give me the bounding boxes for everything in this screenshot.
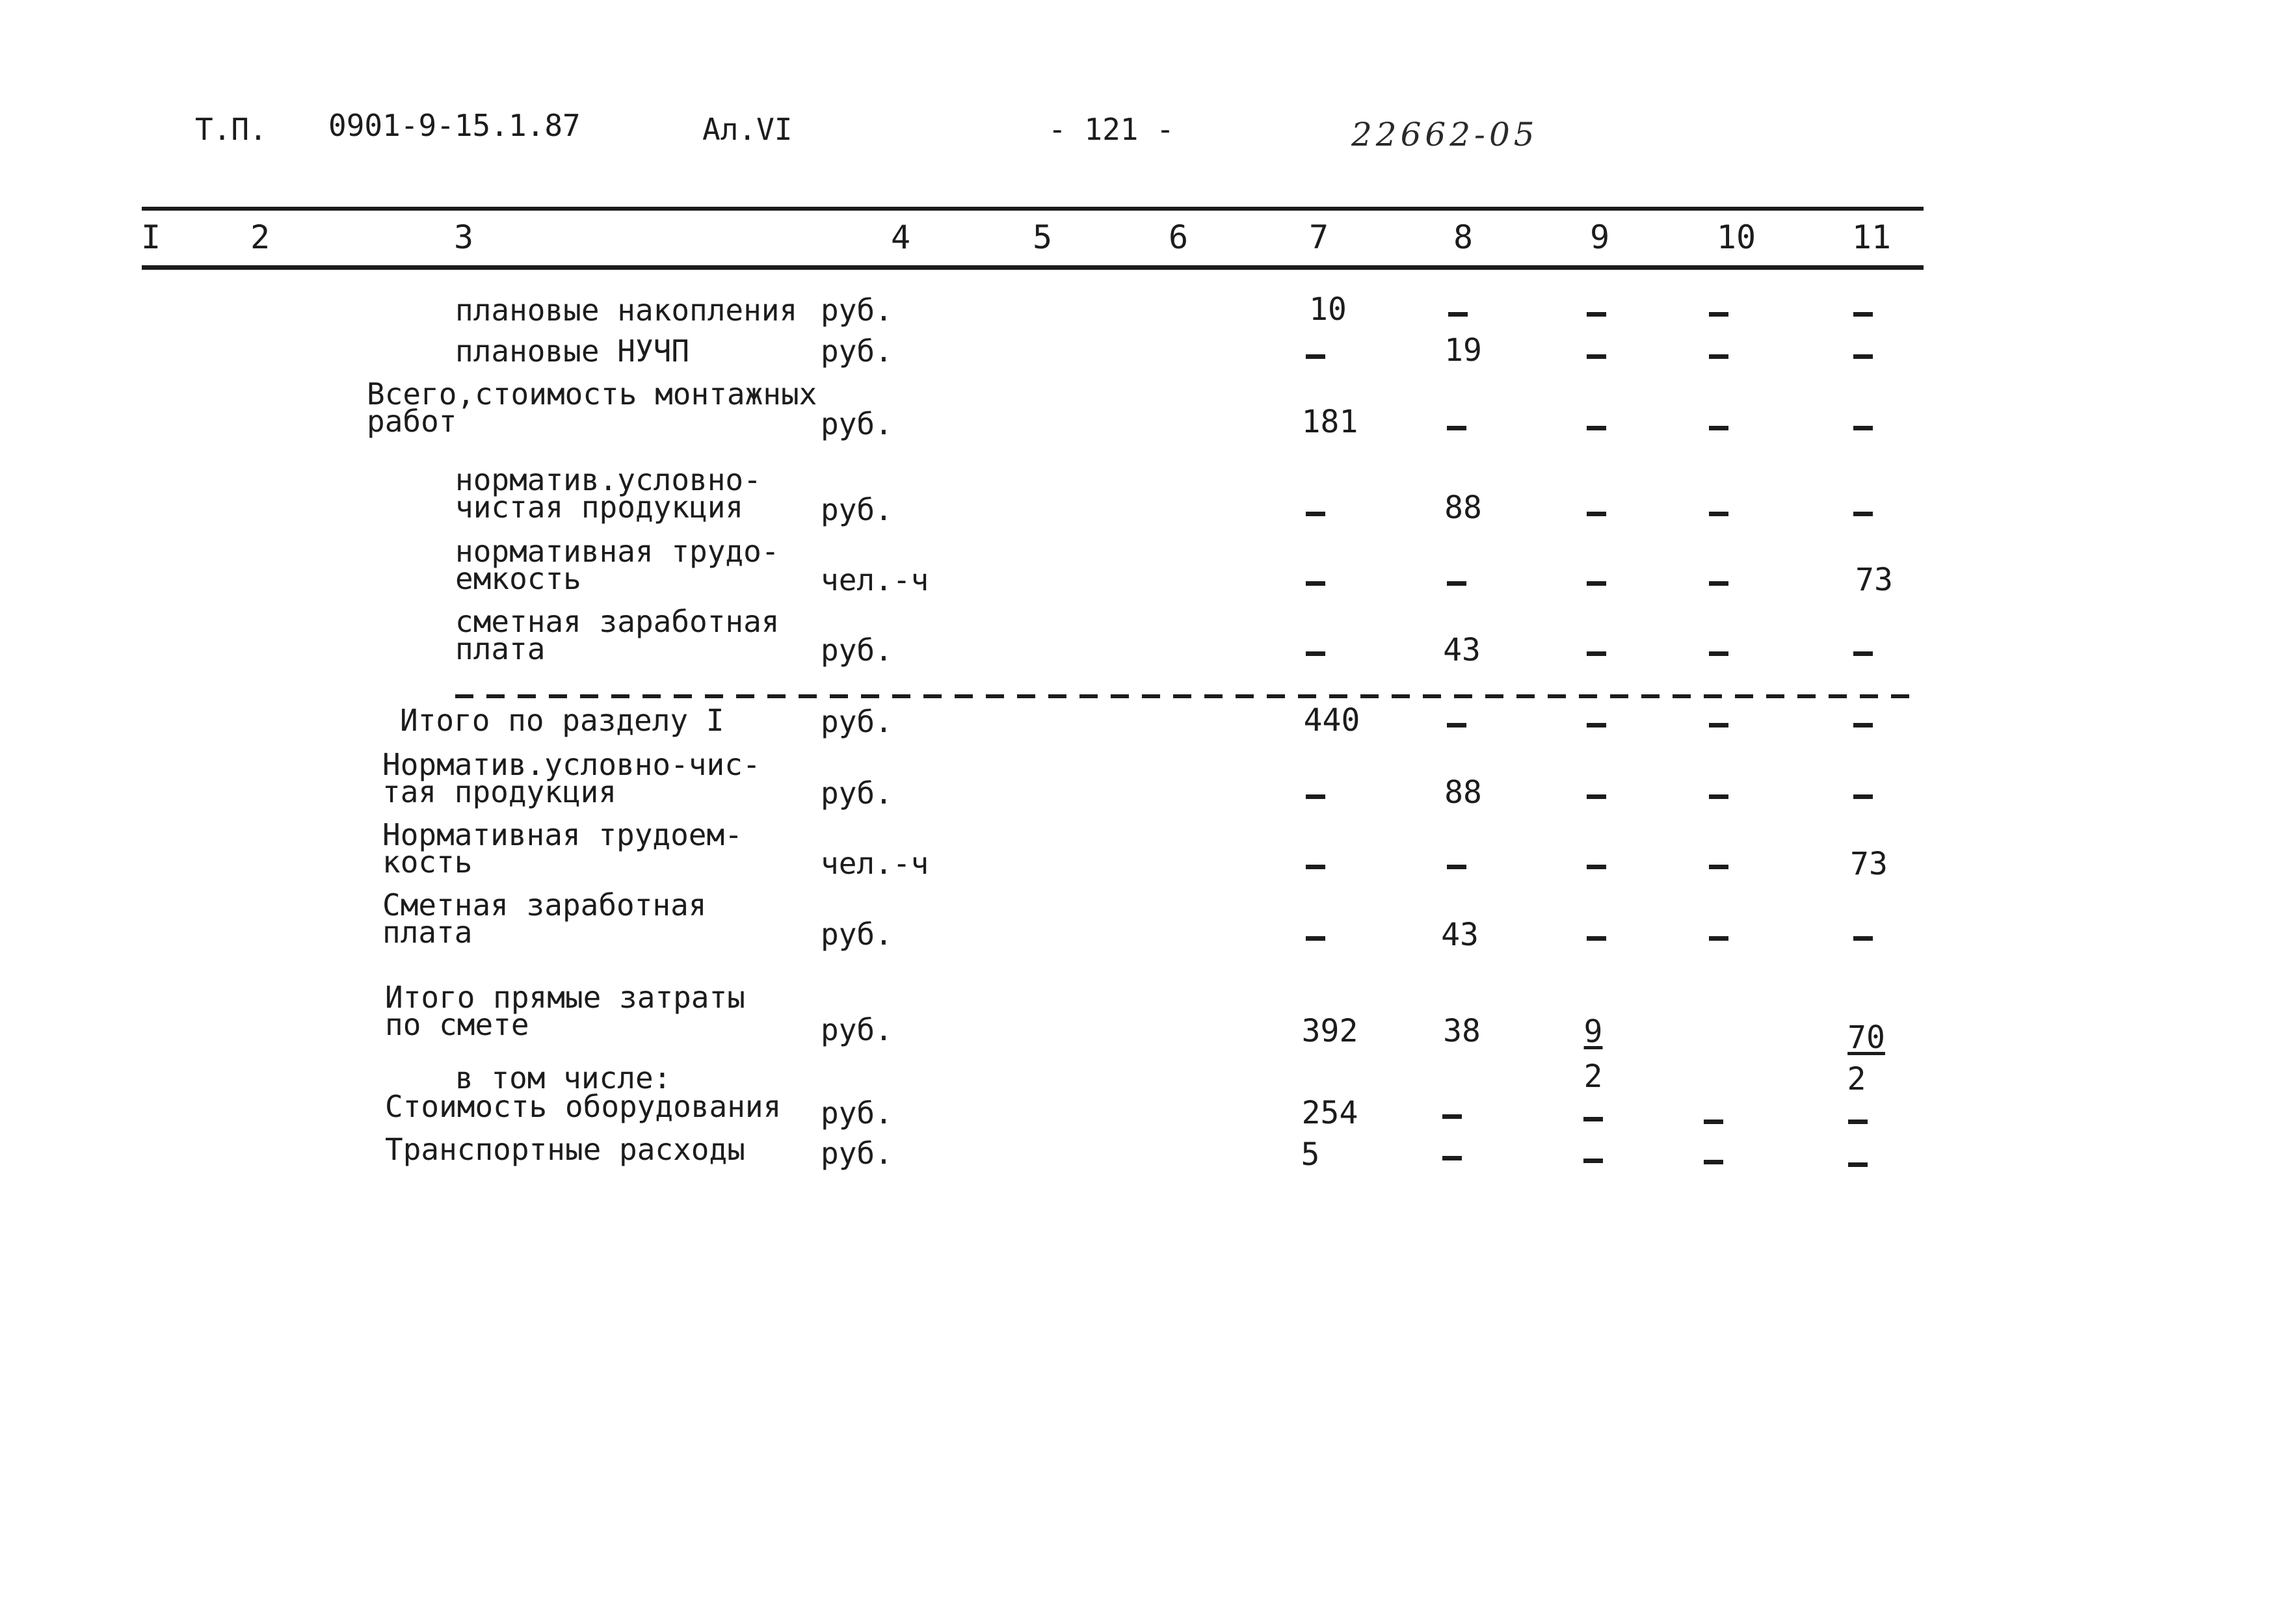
row-label: чистая продукция [455,490,744,525]
cell-col9-dash [1587,865,1606,869]
cell-col9-sub: 2 [1583,1058,1603,1095]
cell-col9-dash [1587,723,1606,727]
cell-col10-dash [1704,1160,1723,1164]
column-number: 8 [1453,218,1474,256]
row-label: норматив.условно- [455,462,761,497]
column-number: 5 [1032,218,1053,256]
cell-col10-dash [1709,651,1728,656]
cell-col11: 73 [1855,562,1893,598]
column-number: 10 [1716,218,1756,256]
cell-col11-dash [1848,1162,1868,1167]
cell-col7: 254 [1301,1095,1358,1131]
row-unit: руб. [821,334,893,369]
row-label: кость [382,845,473,880]
cell-col10-dash [1704,1120,1723,1124]
row-unit: руб. [821,492,893,527]
cell-col7-dash [1306,581,1325,586]
cell-col9-dash [1587,354,1606,359]
cell-col9-dash [1587,794,1606,799]
cell-col10-dash [1709,354,1728,359]
row-label: тая продукция [382,774,617,809]
cell-col10-dash [1709,312,1728,317]
row-unit: руб. [821,704,893,739]
cell-col7-dash [1306,651,1325,656]
cell-col7: 392 [1301,1013,1358,1049]
cell-col11: 73 [1850,846,1888,882]
row-label: Стоимость оборудования [385,1089,782,1124]
row-label: в том числе: [455,1060,672,1095]
row-unit: руб. [821,917,893,952]
cell-col8: 38 [1443,1013,1481,1049]
row-label: работ [367,404,457,439]
cell-col11-dash [1853,723,1873,727]
cell-col7-dash [1306,865,1325,869]
cell-col8-dash [1447,865,1466,869]
column-number: 3 [453,218,474,256]
cell-col9-dash [1587,426,1606,430]
column-number: 6 [1168,218,1189,256]
cell-col9: 9 [1583,1014,1603,1050]
section-separator [455,694,1918,698]
row-label: емкость [455,561,581,596]
cell-col11-dash [1853,651,1873,656]
cell-col8: 19 [1444,332,1482,369]
cell-col10-dash [1709,794,1728,799]
cell-col9-dash [1587,581,1606,586]
row-unit: чел.-ч [821,562,929,597]
cell-col8-dash [1447,426,1466,430]
column-number: 4 [890,218,911,256]
row-unit: руб. [821,633,893,668]
cell-col10-dash [1709,581,1728,586]
cell-col9-dash [1583,1159,1603,1163]
cell-col9-dash [1587,312,1606,317]
cell-col11-dash [1853,354,1873,359]
row-label: плановые НУЧП [455,334,690,369]
cell-col7: 181 [1301,404,1358,440]
table-top-rule [142,207,1924,211]
cell-col10-dash [1709,723,1728,727]
row-label: по смете [385,1007,529,1042]
cell-col10-dash [1709,426,1728,430]
cell-col7: 5 [1301,1136,1320,1173]
cell-col8-dash [1447,723,1466,727]
row-label: Норматив.условно-чис- [382,747,761,782]
cell-col8-dash [1447,581,1466,586]
row-label: нормативная трудо- [455,534,780,569]
cell-col7-dash [1306,354,1325,359]
row-label: плановые накопления [455,293,798,328]
cell-col10-dash [1709,512,1728,516]
row-label: сметная заработная [455,604,780,639]
cell-col11-sub: 2 [1847,1061,1866,1097]
column-number: I [140,218,161,256]
row-label: Транспортные расходы [385,1132,745,1167]
cell-col7-dash [1306,512,1325,516]
row-label: плата [455,631,546,666]
cell-col11: 70 [1847,1019,1885,1056]
cell-col7-dash [1306,794,1325,799]
row-label: Сметная заработная [382,887,707,923]
cell-col10-dash [1709,936,1728,941]
cell-col10-dash [1709,865,1728,869]
tp-label: Т.П. [195,112,267,147]
document-code: 0901-9-15.1.87 [328,108,581,143]
cell-col11-dash [1853,426,1873,430]
row-label: Нормативная трудоем- [382,817,743,852]
cell-col9-dash [1583,1117,1603,1121]
cell-col11-dash [1848,1120,1868,1124]
row-unit: руб. [821,1095,893,1131]
table-header-rule [142,265,1924,270]
cell-col9-dash [1587,651,1606,656]
row-label: плата [382,915,473,950]
column-number: 2 [250,218,271,256]
row-unit: руб. [821,293,893,328]
cell-col8-dash [1442,1114,1462,1119]
album-number: Ал.VI [702,112,793,147]
row-unit: руб. [821,1012,893,1047]
row-unit: руб. [821,1136,893,1171]
row-unit: чел.-ч [821,846,929,881]
cell-col8-dash [1448,312,1468,317]
cell-col11-dash [1853,794,1873,799]
cell-col7: 10 [1309,291,1347,328]
cell-col8-dash [1442,1156,1462,1160]
inventory-number: 22662-05 [1351,116,1539,153]
column-number: 9 [1589,218,1610,256]
row-unit: руб. [821,406,893,441]
row-label: Итого прямые затраты [385,980,745,1015]
cell-col7: 440 [1303,702,1360,739]
column-number: 11 [1851,218,1892,256]
cell-col11-dash [1853,936,1873,941]
cell-col7-dash [1306,936,1325,941]
cell-col11-dash [1853,512,1873,516]
row-label: Всего,стоимость монтажных [367,376,817,412]
cell-col8: 43 [1443,632,1481,668]
cell-col11-dash [1853,312,1873,317]
cell-col9-dash [1587,936,1606,941]
row-label: Итого по разделу I [400,703,724,738]
cell-col8: 43 [1441,917,1479,953]
row-unit: руб. [821,776,893,811]
column-number: 7 [1308,218,1329,256]
cell-col8: 88 [1444,774,1482,811]
page-number: - 121 - [1048,112,1174,147]
cell-col8: 88 [1444,490,1482,526]
cell-col9-dash [1587,512,1606,516]
